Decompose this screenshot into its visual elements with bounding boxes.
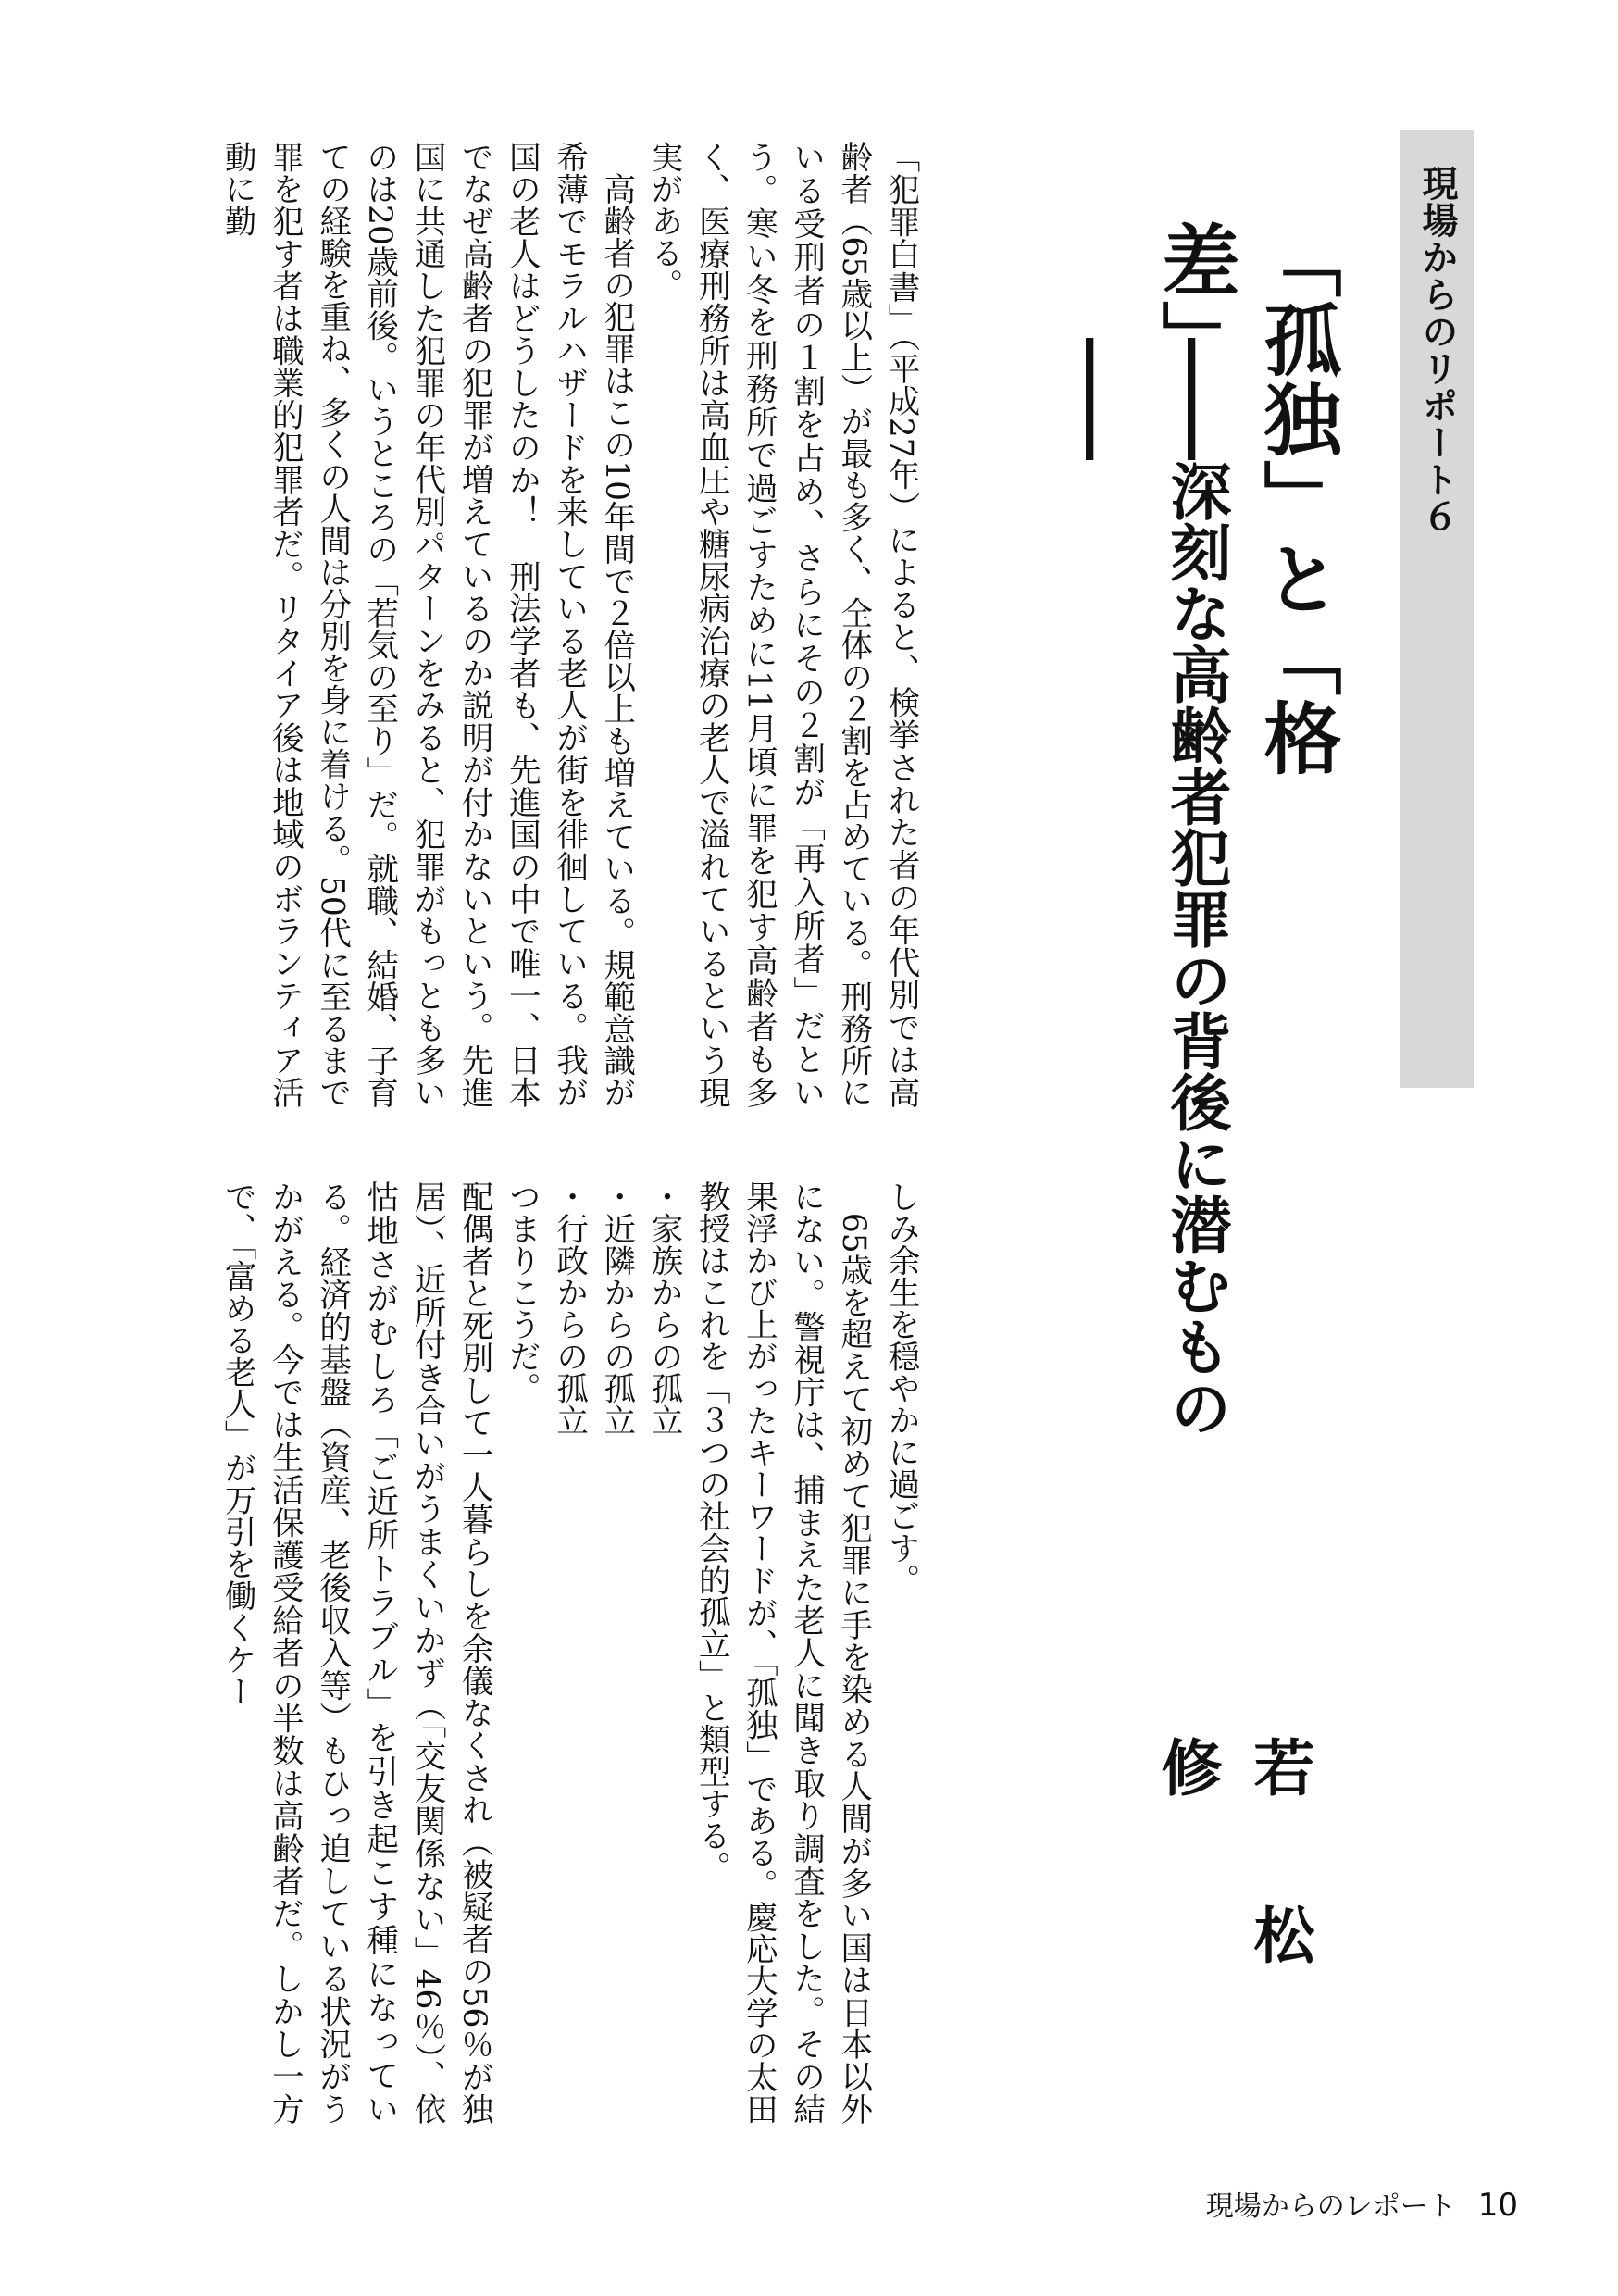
- paragraph: しみ余生を穏やかに過ごす。: [882, 1180, 919, 1596]
- paragraph: 高齢者の犯罪はこの10年間で２倍以上も増えている。規範意識が希薄でモラルハザードを来している老人が街を徘徊している。我が国の老人はどうしたのか！ 刑法学者も、先進国の中で唯一、日本でなぜ高齢者の犯罪が増えているのか説明が付かないという。先進国に共通した犯罪の年代別パターンをみると、犯罪がもっとも多いのは20歳前後。いうところの「若気の至り」だ。就職、結婚、子育ての経験を重ね、多くの人間は分別を身に着ける。50代に至るまで罪を犯す者は職業的犯罪者だ。リタイア後は地域のボランティア活動に勤: [218, 141, 635, 1109]
- footer-section-label: 現場からのレポート: [1205, 2190, 1456, 2223]
- body-text-upper: [109, 141, 924, 1108]
- article-title: 「孤独」と「格差」: [1150, 220, 1342, 778]
- paragraph: 「犯罪白書」（平成27年）によると、検挙された者の年代別では高齢者（65歳以上）が最も多く、全体の２割を占めている。刑務所にいる受刑者の１割を占め、さらにその２割が「再入所者」だという。寒い冬を刑務所で過ごすために11月頃に罪を犯す高齢者も多く、医療刑務所は高血圧や糖尿病治療の老人で溢れているという現実がある。: [644, 141, 919, 1108]
- page-number: 10: [1477, 2187, 1518, 2224]
- series-label-tab: [1400, 130, 1474, 1088]
- list-item: ・行政からの孤立: [550, 1180, 588, 1436]
- list-item: ・家族からの孤立: [644, 1180, 682, 1436]
- list-item: ・近隣からの孤立: [597, 1180, 635, 1436]
- body-text-lower: [109, 1180, 924, 2125]
- paragraph: 65歳を超えて初めて犯罪に手を染める人間が多い国は日本以外にない。警視庁は、捕まえた老人に聞き取り調査をした。その結果浮かび上がったキーワードが、「孤独」である。慶応大学の太田教授はこれを「３つの社会的孤立」と類型する。: [692, 1180, 872, 2125]
- page-footer: [1111, 2179, 1518, 2231]
- paragraph: つまりこうだ。: [503, 1180, 541, 1404]
- article-subtitle: ――深刻な高齢者犯罪の背後に潜むもの――: [1058, 338, 1231, 1438]
- series-label: 現場からのリポート６: [1416, 165, 1458, 535]
- author-name: 若松修: [1151, 1736, 1315, 2071]
- paragraph: 配偶者と死別して一人暮らしを余儀なくされ（被疑者の56％が独居）、近所付き合いがうまくいかず（「交友関係ない」46％）、依怙地さがむしろ「ご近所トラブル」を引き起こす種になっている。経済的基盤（資産、老後収入等）もひっ迫している状況がうかがえる。今では生活保護受給者の半数は高齢者だ。しかし一方で、「富める老人」が万引を働くケー: [218, 1180, 493, 2125]
